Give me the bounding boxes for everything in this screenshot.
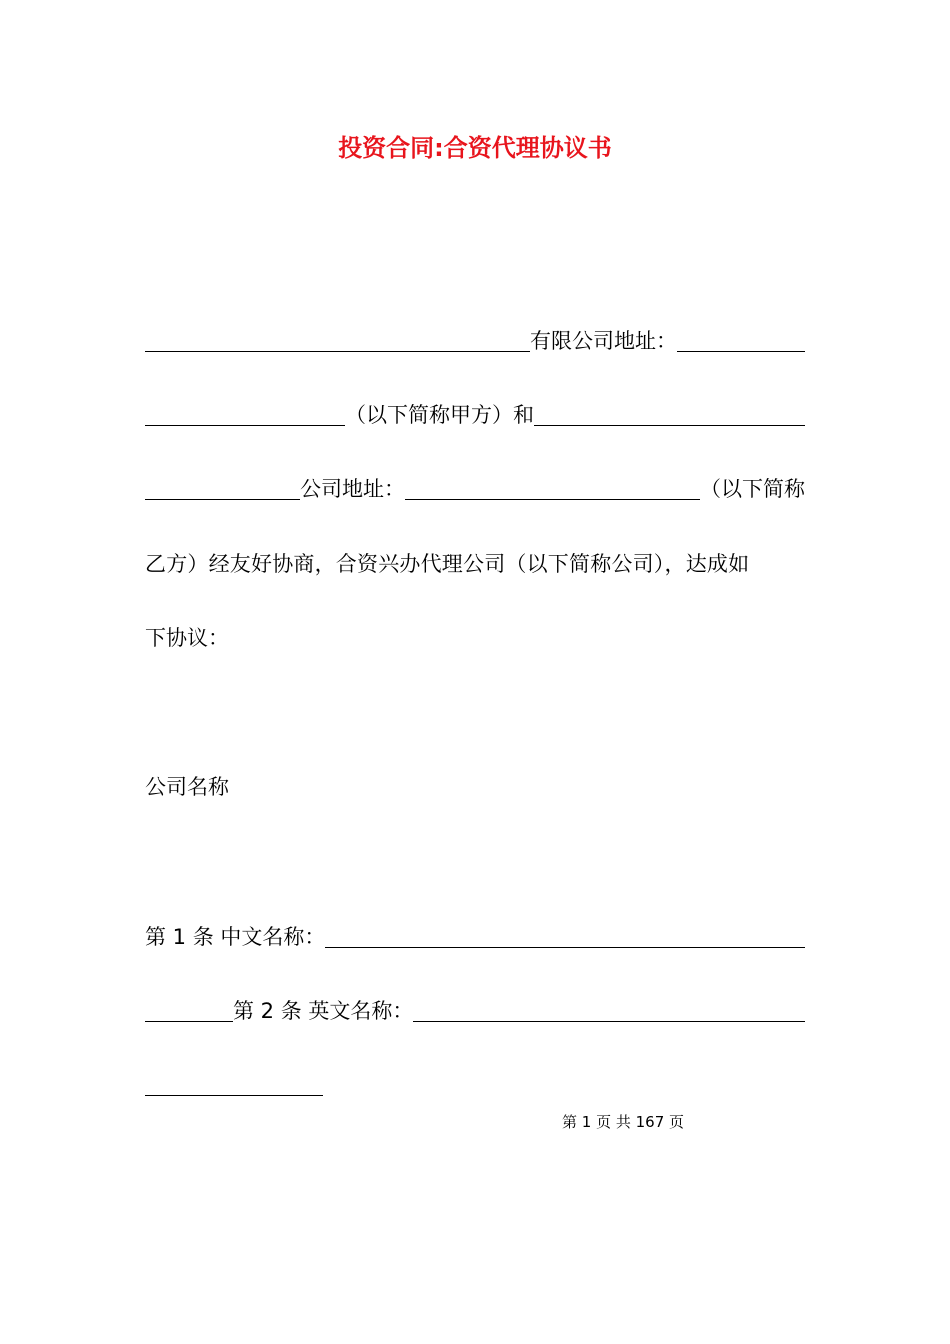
paragraph-line-1 [145,320,805,356]
document-title: 投资合同:合资代理协议书 [338,134,612,162]
article-1-line [145,916,805,952]
paragraph-line-2 [145,394,805,430]
blank-field[interactable] [145,405,345,426]
blank-field[interactable] [325,927,805,948]
line-text: （以下简称甲方）和 [345,403,534,427]
paragraph-line-3 [145,468,805,504]
blank-field[interactable] [534,405,805,426]
page-number-footer: 第 1 页 共 167 页 [562,1113,685,1131]
blank-field[interactable] [145,1001,233,1022]
section-heading-text: 公司名称 [145,775,229,799]
trailing-blank-line [145,1064,805,1100]
blank-field[interactable] [405,479,700,500]
article-2-label: 第 2 条 英文名称： [233,999,414,1023]
line-text: （以下简称 [700,477,805,501]
section-heading [145,766,805,802]
article-2-line [145,990,805,1026]
line-text: 下协议： [145,626,229,650]
blank-field[interactable] [677,331,805,352]
line-text: 有限公司地址： [530,329,677,353]
paragraph-line-4 [145,543,805,579]
blank-field[interactable] [145,331,530,352]
article-1-label: 第 1 条 中文名称： [145,925,326,949]
blank-field[interactable] [145,1075,323,1096]
blank-field[interactable] [145,479,300,500]
line-text: 公司地址： [300,477,405,501]
line-text: 乙方）经友好协商，合资兴办代理公司（以下简称公司），达成如 [145,552,750,576]
blank-field[interactable] [413,1001,805,1022]
paragraph-line-5 [145,617,805,653]
